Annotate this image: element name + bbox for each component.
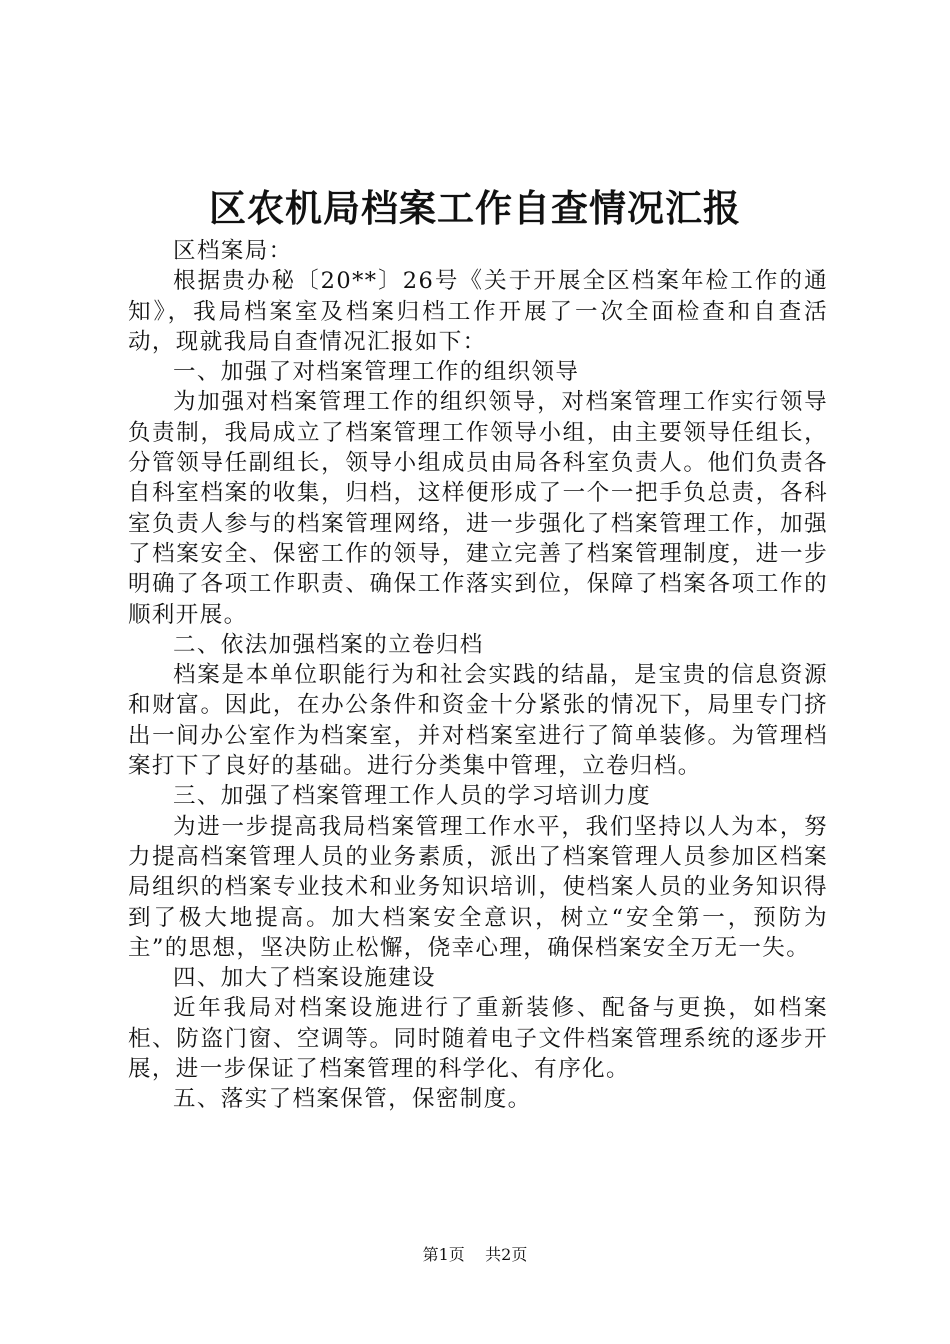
section-heading-5: 五、落实了档案保管，保密制度。 [173,1086,532,1113]
page-total: 共2页 [485,1245,528,1264]
section-body-2: 档案是本单位职能行为和社会实践的结晶，是宝贵的信息资源和财富。因此，在办公条件和资金十分紧张的情况下，局里专门挤出一间办公室作为档案室，并对档案室进行了简单装修。为管理档案打下了良好的基础。进行分类集中管理，立卷归档。 [128,662,828,780]
document-title: 区农机局档案工作自查情况汇报 [209,186,741,230]
salutation: 区档案局： [173,238,293,264]
section-heading-1: 一、加强了对档案管理工作的组织领导 [173,359,580,386]
footer-spacer [470,1245,480,1264]
page-footer [0,1244,950,1266]
section-heading-3: 三、加强了档案管理工作人员的学习培训力度 [173,783,652,810]
section-body-1: 为加强对档案管理工作的组织领导，对档案管理工作实行领导负责制，我局成立了档案管理工作领导小组，由主要领导任组长，分管领导任副组长，领导小组成员由局各科室负责人。他们负责各自科室档案的收集，归档，这样便形成了一个一把手负总责，各科室负责人参与的档案管理网络，进一步强化了档案管理工作，加强了档案安全、保密工作的领导，建立完善了档案管理制度，进一步明确了各项工作职责、确保工作落实到位，保障了档案各项工作的顺利开展。 [128,389,828,628]
section-body-4: 近年我局对档案设施进行了重新装修、配备与更换，如档案柜、防盗门窗、空调等。同时随着电子文件档案管理系统的逐步开展，进一步保证了档案管理的科学化、有序化。 [128,995,828,1083]
section-body-3: 为进一步提高我局档案管理工作水平，我们坚持以人为本，努力提高档案管理人员的业务素质，派出了档案管理人员参加区档案局组织的档案专业技术和业务知识培训，使档案人员的业务知识得到了极大地提高。加大档案安全意识，树立“安全第一，预防为主”的思想，坚决防止松懈，侥幸心理，确保档案安全万无一失。 [128,813,828,961]
section-heading-2: 二、依法加强档案的立卷归档 [173,631,484,658]
page-number: 第1页 [422,1245,465,1264]
section-heading-4: 四、加大了档案设施建设 [173,965,436,992]
document-body [128,236,828,1115]
intro-paragraph: 根据贵办秘〔20**〕26号《关于开展全区档案年检工作的通知》，我局档案室及档案归档工作开展了一次全面检查和自查活动，现就我局自查情况汇报如下： [128,268,828,355]
